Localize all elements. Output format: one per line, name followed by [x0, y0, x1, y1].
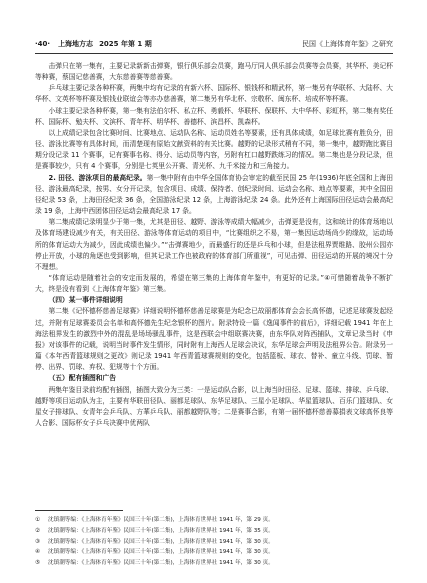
running-header	[35, 37, 393, 51]
subheading-best-records: 2. 田径、游泳项目的最高纪录。	[48, 173, 147, 182]
article-running-title: 民国《上海体育年鉴》之研究	[302, 40, 393, 48]
footnotes	[35, 515, 393, 569]
paragraph-second-volume: 第二集成绩记录明显少于第一集，尤其是田径、越野、游泳等成绩大幅减少，击弹更是没有，这和统计的体育场地以及体育场建设减少有关，有关田径、游泳等体育运动的项目中，“比赛组织之不易，第一集因运动场尚少的缘故，运动场所的体育运动大为减少，因此成绩也偏少。”“击弹赛地少，而最盛行的还是乒乓和小球，但是法租界贾维路、胶州公园亦停止开放，小球的角逐也受到影响，但其记录工作也被政府的体育部门所重视”，可见击弹、田径运动的开展的境况十分不理想。	[35, 218, 393, 271]
section-heading-events: （四）某一事件详细说明	[48, 296, 123, 305]
footnote: ④ 沈镇潮等编：《上海体育年鉴》民国三十年(第二集)，上海体育世界社 1941 年，第 30 页。	[35, 549, 274, 556]
footnote: ⑤ 沈镇潮等编：《上海体育年鉴》民国三十年(第二集)，上海体育世界社 1941 年，第 30 页。	[35, 560, 274, 567]
journal-title: 上海地方志	[58, 40, 94, 48]
paragraph-events: 第二集《记怀德杯慈善足球赛》详细说明怀德杯慈善足球赛是为纪念已故丽都体育会会长高怀德，记述足球赛发起经过，并附有足球赛委员会名单和高怀德先生纪念银杯的图片。附录特设一篇《逸闻事件的前后》，详细记载 1941 年在上海法租界发生的激烈中外的混乱是场场骚乱事件，这是西联会中组联赛决赛，由东华队对阵西捕队，文章记录当时《申报》对该事件的记载，说明当时事件发生情形，同时附有上海西人足球会决议，东华足球会声明及法租界公告。附录另一篇《本年西青篮球规则之更改》则记录 1941 年西青篮球赛规则的变化，包括篮板、球衣、替补、童立斗线、罚球、暂停、出界、罚球、弃权、犯规等十个方面。	[35, 307, 393, 372]
footnote: ② 沈镇潮等编：《上海体育年鉴》民国三十年(第二集)，上海体育世界社 1941 年，第 35 页。	[35, 527, 274, 534]
paragraph-records: 以上成绩记录包含比赛时间、比赛地点、运动队名称、运动员姓名等要素，还有具体成绩，如足球比赛有胜负分，田径、游泳比赛等有具体时间，而清楚现有原始文献资料的有关比赛。越野的记录形式稍有不同，第一集中，越野跑比赛目期分设记录 11 个赛事，记有赛事名称、得分、运动员等内容，另附有杠口越野跌练习的情况。第二集也是分段记录，但是赛事较少，只有 4 个赛事，分别是七英里公开赛、青光杯、九千米接力和三角接力。	[35, 128, 393, 171]
paragraph-third-volume: “体育运动是随着社会的安定而发展的，希望在第三集的上海体育年鉴中，有更好的记录。”④可惜随着战争不断扩大，终是没有看到《上海体育年鉴》第三集。	[35, 273, 393, 294]
page-number: ·40·	[35, 40, 51, 48]
footnote: ① 沈镇潮等编：《上海体育年鉴》民国三十年(第二集)，上海体育世界社 1941 年，第 29 页。	[35, 517, 274, 523]
footnote-divider	[35, 510, 123, 511]
paragraph-best-records	[35, 173, 393, 218]
paragraph-billiards: 击弹只在第一集有，主要记录新新击弹赛，银行俱乐部会员赛，跑马厅同人俱乐部会员赛等会员赛，其华杯、美记杯等种赛，蔡国记慈善赛，大东慈善赛等慈善赛。	[35, 62, 393, 82]
header-divider	[35, 53, 393, 54]
article-body	[35, 61, 393, 429]
paragraph-table-tennis: 乒乓球主要记录各种杯赛，两集中均有记录的有新六杯、国际杯、银钱杯和精武杯，第一集另有华联杯、大陆杯、大华杯、文英杯等杯赛及银钱业联谊会等亦办慈善赛，第二集另有华北杯、宗敬杯、闽东杯、培成杯等杯赛。	[35, 84, 393, 104]
best-records-text: 第一集中附有由中华全国体育协会审定的截至民国 25 年(1936)年底全国和上海田径、游泳最高纪录，按男、女分开记录，包含项目、成绩、保持者、创纪录时间、运动会名称、地点等要素，其中全国田径纪录 53 条，上海田径纪录 36 条，全国游泳纪录 12 条，上海游泳纪录 24 条。此外还有上海国际田径运动会最高纪录 19 条，上海中西团体田径运动会最高纪录 17 条。	[35, 173, 393, 216]
paragraph-small-ball: 小球主要记录各种杯赛，第一集有法伯尔杯、私立杯、勇毅杯、华联杯、保联杯、大中华杯、彩虹杯，第二集有奖任杯、国际杯、勉夫杯、文滨杯、青年杯、明华杯、善德杯、滨昌杯、凯森杯。	[35, 106, 393, 126]
section-heading-illustrations: （五）配有插图和广告	[48, 374, 117, 383]
paragraph-illustrations: 两集年鉴目录前均配有插图，插图大致分为三类：一是运动队合影，以上海当时田径、足球、篮球、排球、乒乓球、越野等项目运动队为主，主要有华联田径队、丽都足球队、东华足球队、三星小足球队、华星篮球队、百乐门篮球队、女星女子排球队、女青年会乒乓队、方華乒乓队、丽都越野队等；二是赛事合影，有第一届怀德杯慈善募捐表文球高怀良等人合影、国际杯女子乒乓决赛中优两队	[35, 385, 393, 427]
journal-issue: 2025 年第 1 期	[99, 40, 152, 48]
footnote: ③ 沈镇潮等编：《上海体育年鉴》民国三十年(第二集)，上海体育世界社 1941 年，第 30 页。	[35, 538, 274, 545]
